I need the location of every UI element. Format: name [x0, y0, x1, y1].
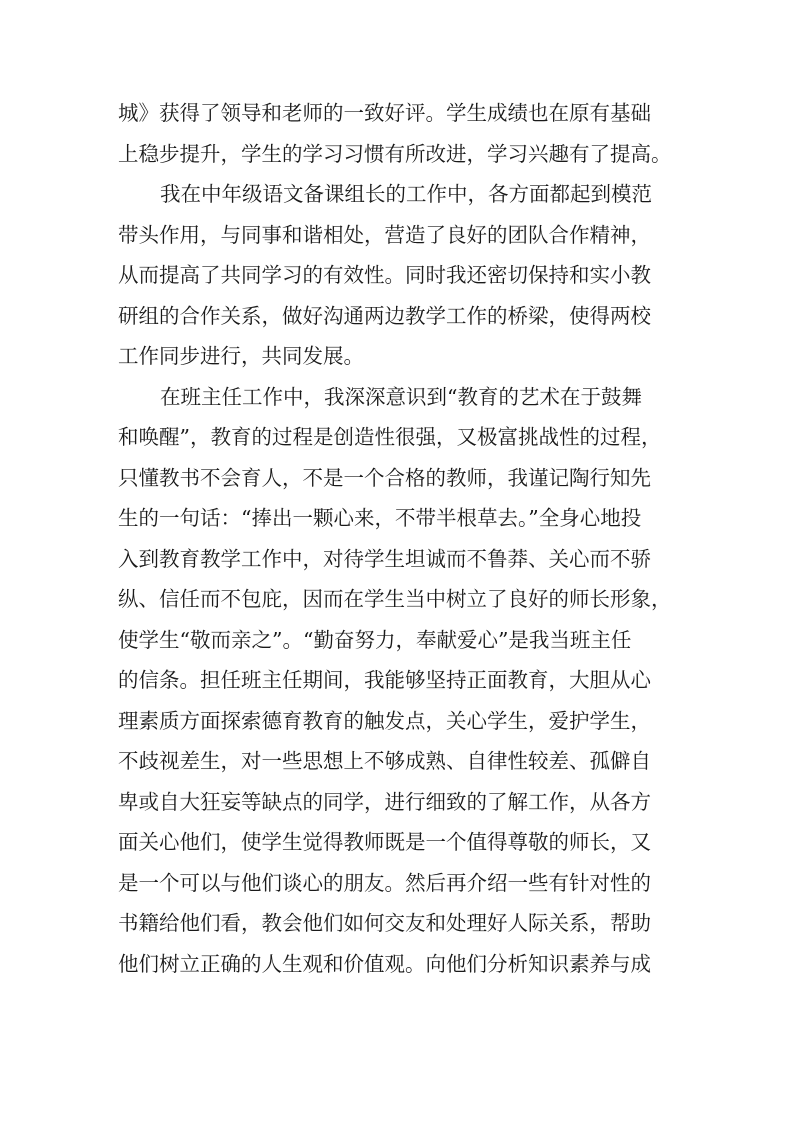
- text-line: 书籍给他们看，教会他们如何交友和处理好人际关系，帮助: [118, 911, 651, 935]
- text-line: 他们树立正确的人生观和价值观。向他们分析知识素养与成: [118, 951, 651, 976]
- text-line: 入到教育教学工作中，对待学生坦诚而不鲁莽、关心而不骄: [118, 546, 651, 571]
- text-line: 纵、信任而不包庇，因而在学生当中树立了良好的师长形象，: [118, 587, 672, 611]
- text-line: 的信条。担任班主任期间，我能够坚持正面教育，大胆从心: [118, 668, 651, 692]
- text-line: 面关心他们，使学生觉得教师既是一个值得尊敬的师长，又: [118, 830, 651, 854]
- text-line: 只懂教书不会育人，不是一个合格的教师，我谨记陶行知先: [118, 465, 651, 490]
- text-line: 城》获得了领导和老师的一致好评。学生成绩也在原有基础: [118, 101, 651, 125]
- text-line: 工作同步进行，共同发展。: [118, 344, 364, 368]
- text-line: 从而提高了共同学习的有效性。同时我还密切保持和实小教: [118, 263, 651, 287]
- text-line: 带头作用，与同事和谐相处，营造了良好的团队合作精神，: [118, 222, 651, 247]
- text-line: 上稳步提升，学生的学习习惯有所改进，学习兴趣有了提高。: [118, 141, 672, 166]
- paragraph-achievements: [118, 93, 708, 174]
- text-line: 使学生“敬而亲之”。“勤奋努力，奉献爱心”是我当班主任: [118, 627, 632, 652]
- text-line: 理素质方面探索德育教育的触发点，关心学生，爱护学生，: [118, 708, 651, 733]
- text-line: 不歧视差生，对一些思想上不够成熟、自律性较差、孤僻自: [118, 749, 651, 773]
- text-line: 我在中年级语文备课组长的工作中，各方面都起到模范: [160, 182, 652, 206]
- text-line: 在班主任工作中，我深深意识到“教育的艺术在于鼓舞: [160, 384, 642, 409]
- paragraph-lesson-prep-group: [118, 174, 708, 377]
- text-line: 卑或自大狂妄等缺点的同学，进行细致的了解工作，从各方: [118, 789, 651, 814]
- text-line: 研组的合作关系，做好沟通两边教学工作的桥梁，使得两校: [118, 303, 651, 328]
- paragraph-class-teacher: [118, 377, 708, 985]
- document-body: [118, 93, 708, 984]
- text-line: 和唤醒”，教育的过程是创造性很强，又极富挑战性的过程，: [118, 425, 662, 449]
- text-line: 生的一句话：“捧出一颗心来，不带半根草去。”全身心地投: [118, 506, 642, 530]
- text-line: 是一个可以与他们谈心的朋友。然后再介绍一些有针对性的: [118, 870, 651, 895]
